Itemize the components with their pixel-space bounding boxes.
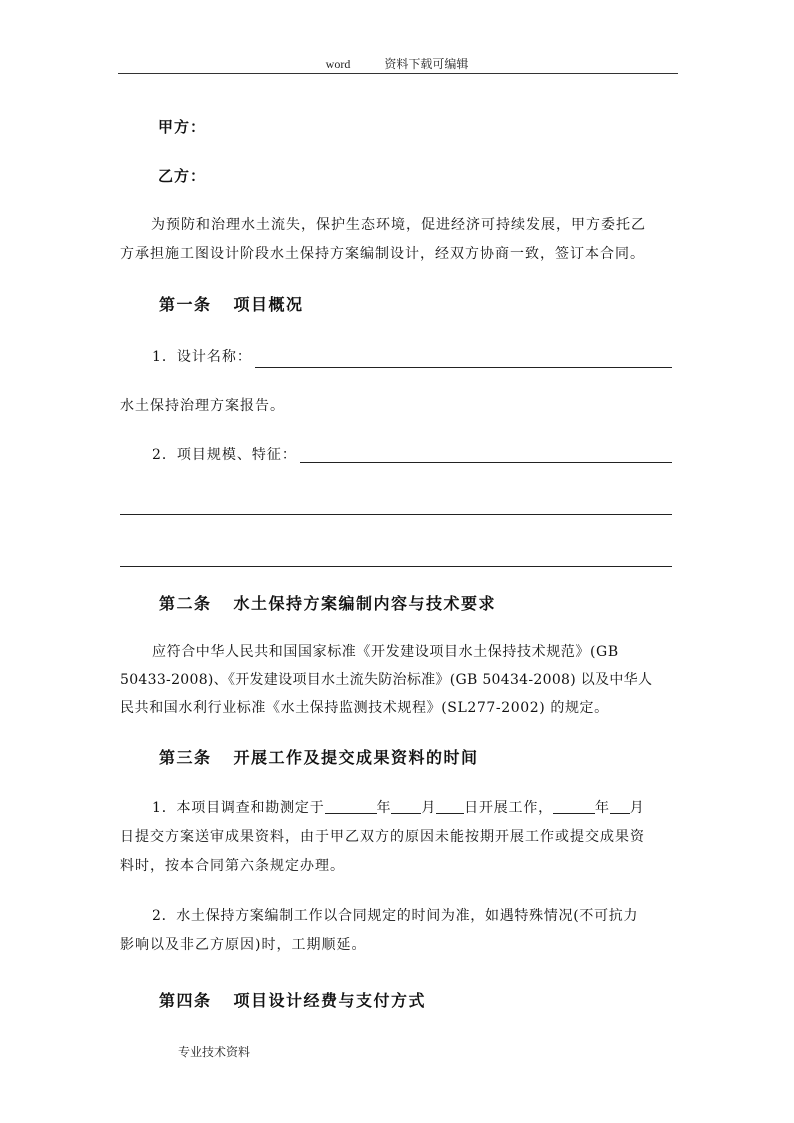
project-scale-line: [300, 462, 672, 463]
article3-number: 第三条: [159, 748, 212, 767]
year-label: 年: [376, 800, 392, 816]
start-month-blank: [391, 799, 421, 814]
article1-item2-label: 2．项目规模、特征：: [152, 447, 297, 463]
header-word: word: [325, 57, 351, 71]
article2-line-2: 50433-2008)、《开发建设项目水土流失防治标准》(GB 50434-2008) 以及中华人: [120, 672, 653, 688]
article4-heading: [159, 988, 426, 1011]
article3-title: 开展工作及提交成果资料的时间: [233, 748, 479, 767]
article3-p2-line-1: 2．水土保持方案编制工作以合同规定的时间为准，如遇特殊情况(不可抗力: [152, 908, 639, 924]
article1-heading: [159, 292, 304, 315]
month-label: 月: [421, 800, 437, 816]
page-footer: 专业技术资料: [178, 1045, 251, 1059]
party-a-label: 甲方：: [158, 118, 207, 136]
header-rule: [118, 73, 678, 74]
article2-title: 水土保持方案编制内容与技术要求: [233, 594, 497, 613]
article3-heading: [159, 745, 479, 768]
article3-p1-a: 1．本项目调查和勘测定于: [152, 800, 325, 816]
article2-line-1: 应符合中华人民共和国国家标准《开发建设项目水土保持技术规范》(GB: [152, 644, 619, 660]
article4-title: 项目设计经费与支付方式: [233, 991, 427, 1010]
project-scale-line-2: [120, 514, 672, 515]
article4-number: 第四条: [159, 991, 212, 1010]
article1-item1-value: 水土保持治理方案报告。: [120, 398, 285, 414]
intro-line-1: 为预防和治理水土流失，保护生态环境，促进经济可持续发展，甲方委托乙: [151, 217, 646, 233]
project-scale-line-3: [120, 566, 672, 567]
article3-p1-line-1: [152, 797, 645, 817]
article2-number: 第二条: [159, 594, 212, 613]
start-day-blank: [436, 799, 464, 814]
submit-year-blank: [553, 799, 595, 814]
design-name-line: [255, 367, 672, 368]
submit-month-blank: [610, 799, 630, 814]
party-b-label: 乙方：: [158, 167, 207, 185]
article1-item1-label: 1．设计名称：: [152, 349, 252, 365]
article3-p2-line-2: 影响以及非乙方原因)时，工期顺延。: [120, 937, 367, 953]
article3-p1-line-2: 日提交方案送审成果资料，由于甲乙双方的原因未能按期开展工作或提交成果资: [120, 829, 645, 845]
article1-title: 项目概况: [233, 295, 304, 314]
month-label-2: 月: [629, 800, 645, 816]
article2-heading: [159, 591, 496, 614]
article1-number: 第一条: [159, 295, 212, 314]
article3-p1-b: 日开展工作，: [464, 800, 553, 816]
year-label-2: 年: [594, 800, 610, 816]
header-text: 资料下载可编辑: [384, 57, 469, 71]
start-year-blank: [325, 799, 377, 814]
page-header: [0, 55, 794, 72]
intro-line-2: 方承担施工图设计阶段水土保持方案编制设计，经双方协商一致，签订本合同。: [120, 246, 645, 262]
article2-line-3: 民共和国水利行业标准《水土保持监测技术规程》(SL277-2002) 的规定。: [120, 700, 609, 716]
article3-p1-line-3: 料时，按本合同第六条规定办理。: [120, 858, 345, 874]
